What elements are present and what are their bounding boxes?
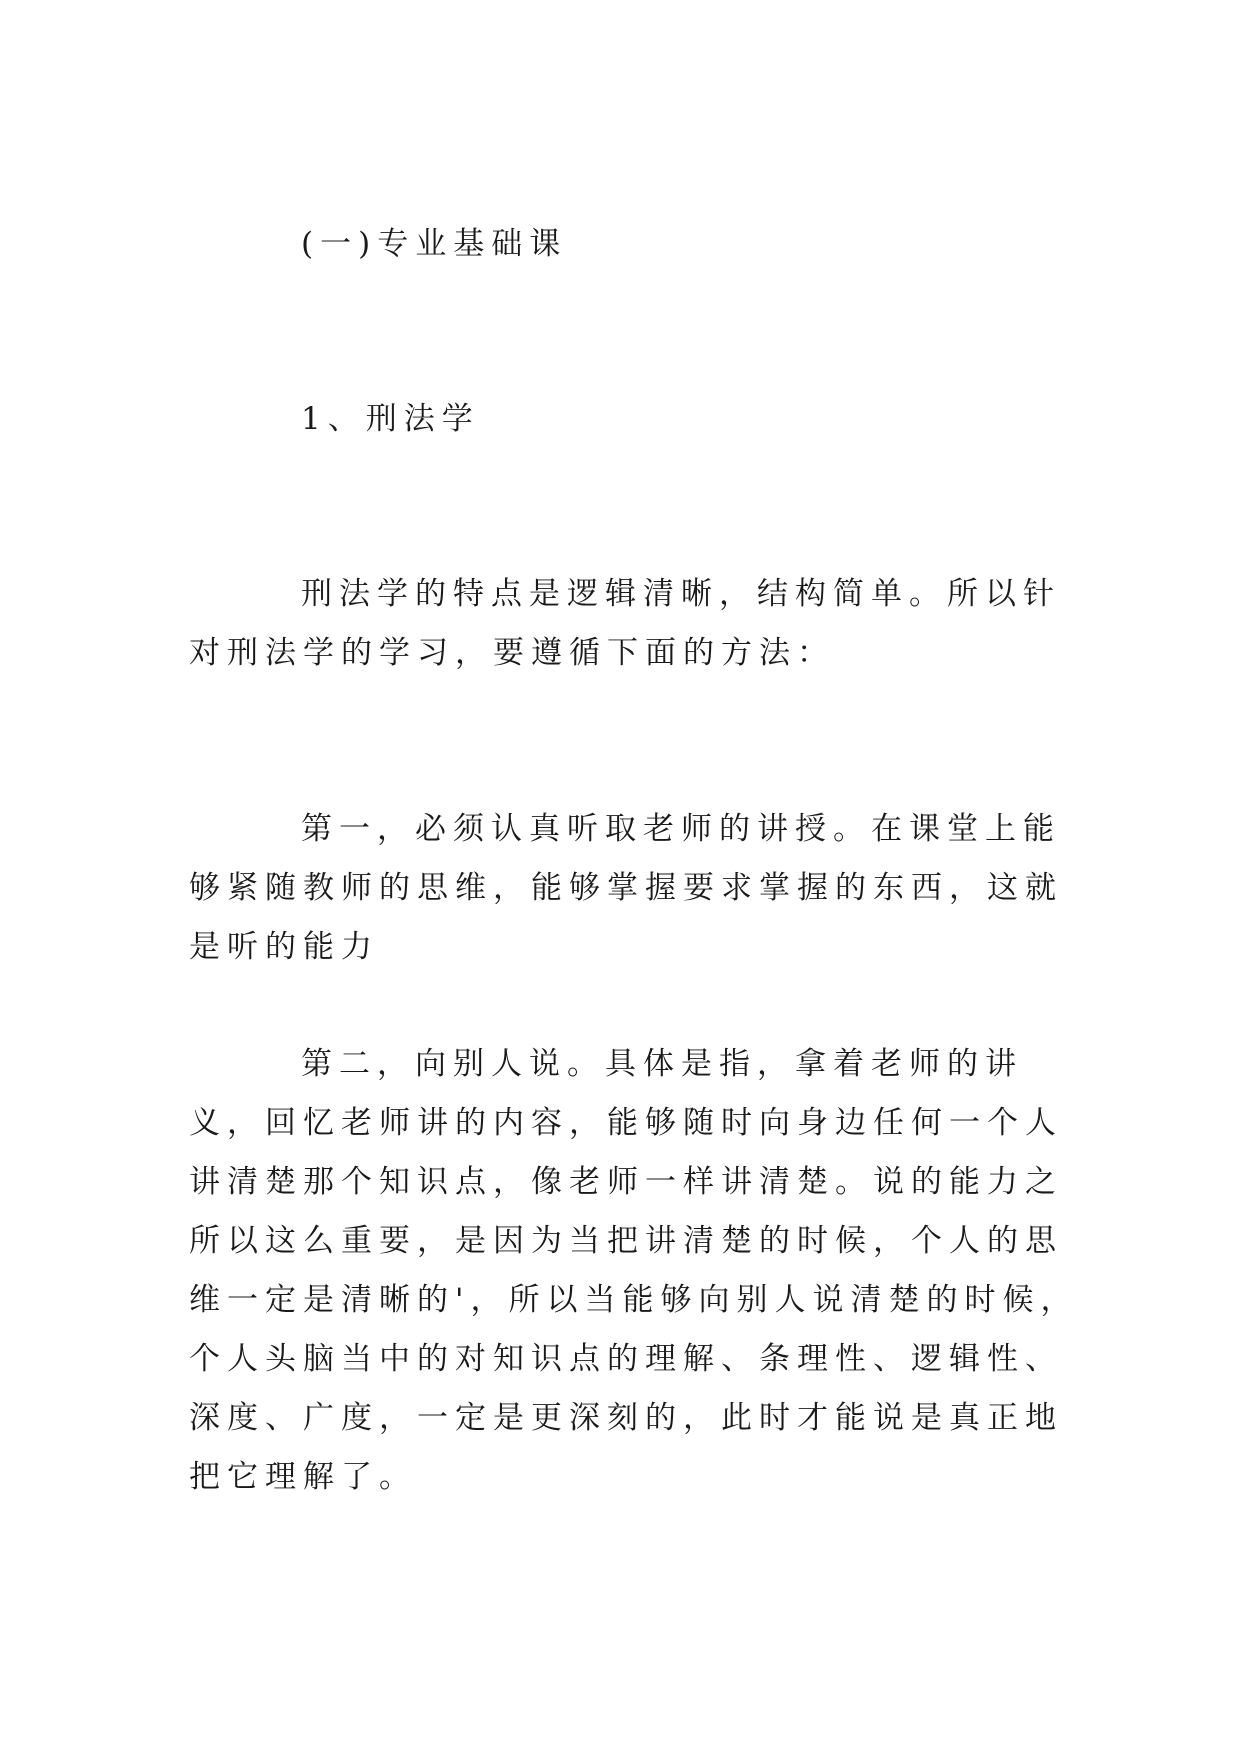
section-heading: (一)专业基础课 [301, 226, 568, 262]
paragraph-second-method: 第二，向别人说。具体是指，拿着老师的讲义，回忆老师讲的内容，能够随时向身边任何一个人讲清楚那个知识点，像老师一样讲清楚。说的能力之所以这么重要，是因为当把讲清楚的时候，个人的思维一定是清晰的'，所以当能够向别人说清楚的时候，个人头脑当中的对知识点的理解、条理性、逻辑性、深度、广度，一定是更深刻的，此时才能说是真正地把它理解了。 [189, 1046, 1079, 1495]
paragraph-intro: 刑法学的特点是逻辑清晰，结构简单。所以针对刑法学的学习，要遵循下面的方法： [189, 576, 1061, 671]
paragraph-first-method: 第一，必须认真听取老师的讲授。在课堂上能够紧随教师的思维，能够掌握要求掌握的东西，这就是听的能力 [189, 811, 1063, 965]
item-heading: 1、刑法学 [301, 401, 480, 437]
